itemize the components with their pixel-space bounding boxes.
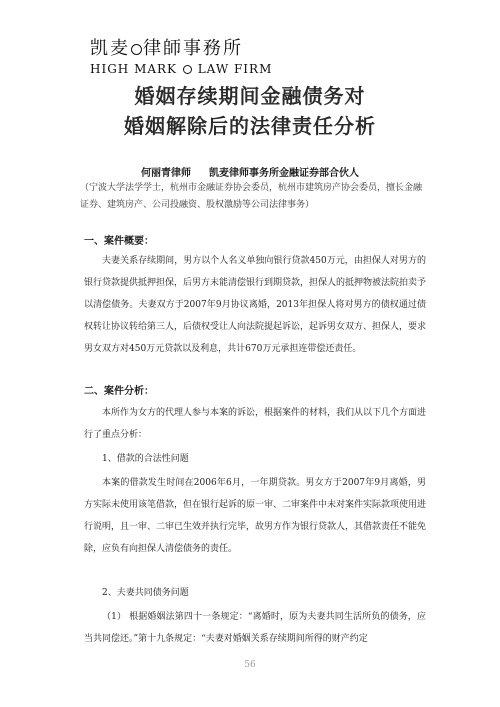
subsection1-body: 本案的借款发生时间在2006年6月，一年期贷款。男女方于2007年9月离婚，男方实际未使用该笔借款，但在银行起诉的原一审、二审案件中未对案件实际款项使用进行说明，且一审、二审已生效并执行完毕，故男方作为银行贷款人，其借款责任不能免除，应负有向担保人清偿债务的责任。 xyxy=(84,478,427,554)
document-title-line2: 婚姻解除后的法律责任分析 xyxy=(124,114,376,138)
section2-intro: 本所作为女方的代理人参与本案的诉讼，根据案件的材料，我们从以下几个方面进行了重点分析： xyxy=(84,408,427,440)
author-note: （宁波大学法学学士，杭州市金融证券协会委员，杭州市建筑房产协会委员，擅长金融证券、建筑房产、公司投融资、股权激励等公司法律事务） xyxy=(80,183,423,210)
author-position: 凯麦律师事务所金融证券部合伙人 xyxy=(209,168,359,179)
logo-mark-small-icon xyxy=(183,65,192,74)
logo-chinese-name: 凯麦 律師事務所 xyxy=(90,38,243,59)
logo-mark-icon xyxy=(131,44,142,55)
logo-english-name: HIGH MARK LAW FIRM xyxy=(90,62,273,76)
author-line xyxy=(0,164,500,179)
author-name: 何丽青律师 xyxy=(141,168,191,179)
section1-heading: 一、案件概要： xyxy=(84,236,154,247)
section2-heading: 二、案件分析： xyxy=(84,386,154,397)
section1-body: 夫妻关系存续期间，男方以个人名义单独向银行贷款450万元，由担保人对男方的银行贷款提供抵押担保，后男方未能清偿银行到期贷款，担保人的抵押物被法院拍卖予以清偿债务。夫妻双方于2007年9月协议离婚，2013年担保人将对男方的债权通过债权转让协议转给第三人，后债权受让人向法院提起诉讼，起诉男女双方、担保人，要求男女双方对450万元贷款以及利息，共计670万元承担连带偿还责任。 xyxy=(84,256,427,354)
subsection1-heading: 1、借款的合法性问题 xyxy=(102,454,189,464)
subsection2-body: （1） 根据婚姻法第四十一条规定：“离婚时，原为夫妻共同生活所负的债务，应当共同偿还。”第十九条规定：“夫妻对婚姻关系存续期间所得的财产约定 xyxy=(84,612,426,644)
law-firm-logo xyxy=(90,34,272,76)
subsection2-heading: 2、夫妻共同债务问题 xyxy=(102,588,189,598)
document-title-line1: 婚姻存续期间金融债务对 xyxy=(134,84,366,108)
page-number: 56 xyxy=(244,660,256,670)
